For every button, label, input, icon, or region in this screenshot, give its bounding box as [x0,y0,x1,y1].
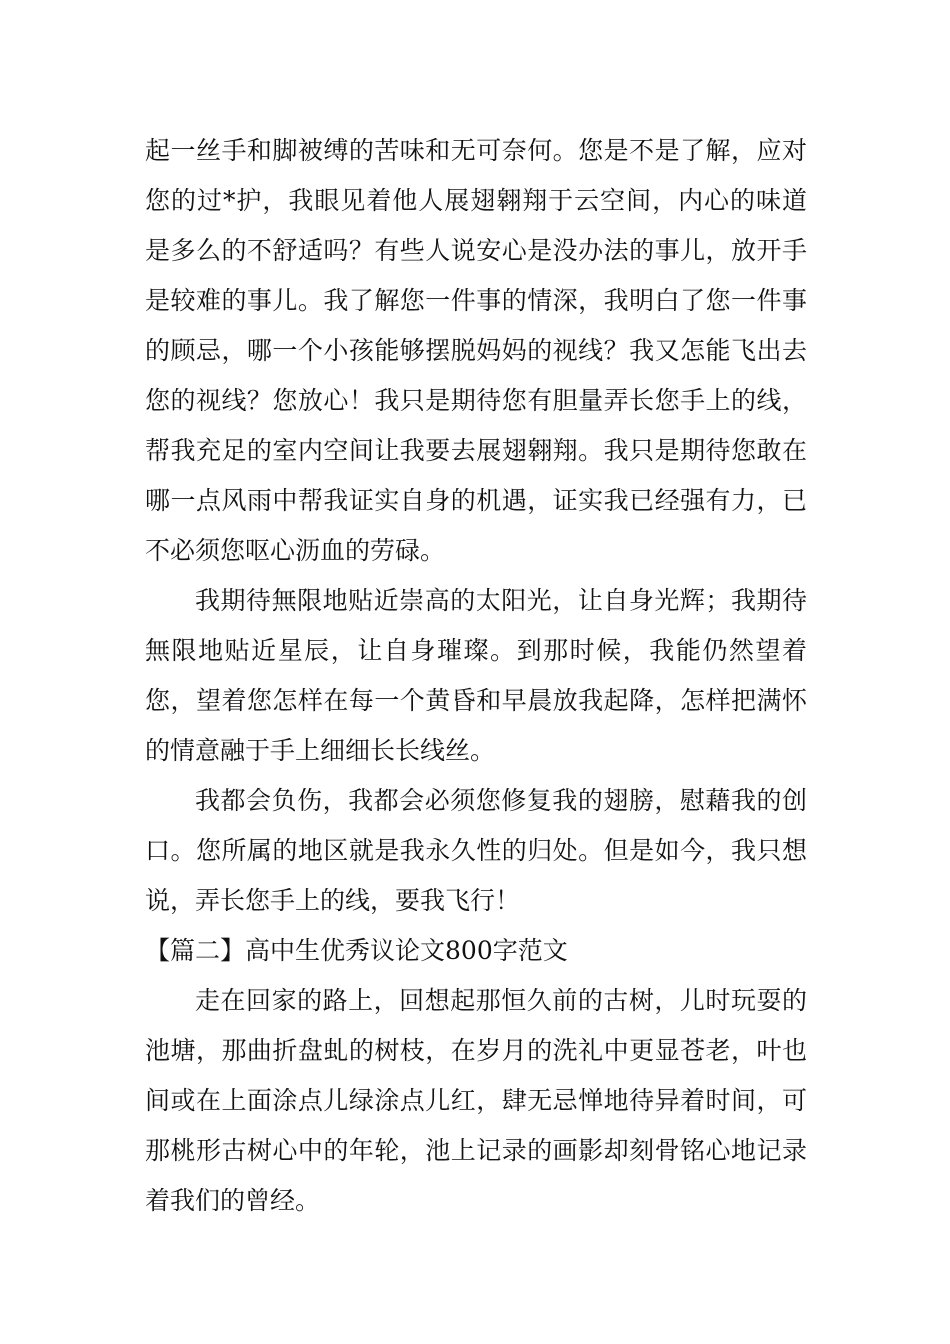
section-heading: 【篇二】高中生优秀议论文800字范文 [145,936,568,965]
paragraph-road-home: 走在回家的路上，回想起那恒久前的古树，儿时玩耍的池塘，那曲折盘虬的树枝，在岁月的洗礼中更显苍老，叶也间或在上面涂点儿绿涂点儿红，肆无忌惮地待异着时间，可那桃形古树心中的年轮，池上记录的画影却刻骨铭心地记录着我们的曾经。 [145,986,807,1215]
paragraph-continuation: 起一丝手和脚被缚的苦味和无可奈何。您是不是了解，应对您的过*护，我眼见着他人展翅翱翔于云空间，内心的味道是多么的不舒适吗？有些人说安心是没办法的事儿，放开手是较难的事儿。我了解您一件事的情深，我明白了您一件事的顾忌，哪一个小孩能够摆脱妈妈的视线？我又怎能飞出去您的视线？您放心！我只是期待您有胆量弄长您手上的线，帮我充足的室内空间让我要去展翅翱翔。我只是期待您敢在哪一点风雨中帮我证实自身的机遇，证实我已经强有力，已不必须您呕心沥血的劳碌。 [145,136,807,565]
document-page [145,126,807,1226]
paragraph-stars: 我期待無限地贴近崇高的太阳光，让自身光辉；我期待無限地贴近星辰，让自身璀璨。到那时候，我能仍然望着您，望着您怎样在每一个黄昏和早晨放我起降，怎样把满怀的情意融于手上细细长长线丝。 [145,586,807,765]
paragraph-wings: 我都会负伤，我都会必须您修复我的翅膀，慰藉我的创口。您所属的地区就是我永久性的归处。但是如今，我只想说，弄长您手上的线，要我飞行！ [145,786,807,915]
